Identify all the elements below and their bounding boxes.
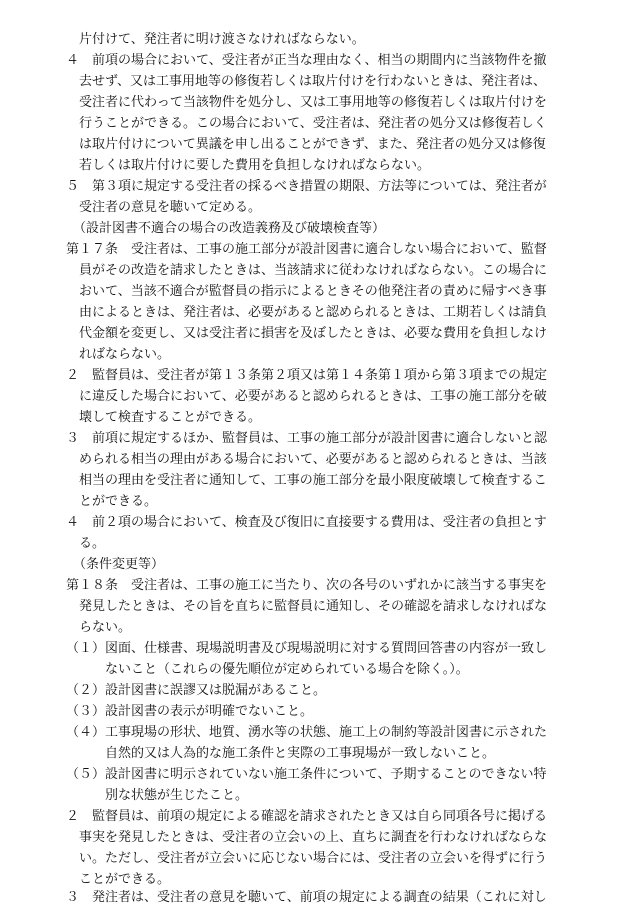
text-line: ４ 前項の場合において、受注者が正当な理由なく、相当の期間内に当該物件を撤 — [66, 53, 547, 68]
text-line: 由によるときは、発注者は、必要があると認められるときは、工期若しくは請負 — [79, 305, 548, 320]
list-item: （４）工事現場の形状、地質、湧水等の状態、施工上の制約等設計図書に示された — [66, 725, 548, 740]
text-line: 員がその改造を請求したときは、当該請求に従わなければならない。この場合に — [79, 263, 548, 278]
section-heading: （設計図書不適合の場合の改造義務及び破壊検査等） — [73, 221, 386, 236]
article-heading: 第１７条 受注者は、工事の施工部分が設計図書に適合しない場合において、監督 — [66, 242, 547, 257]
section-heading: （条件変更等） — [73, 557, 165, 572]
text-line: められる相当の理由がある場合において、必要があると認められるときは、当該 — [79, 452, 547, 467]
article-heading: 第１８条 受注者は、工事の施工に当たり、次の各号のいずれかに該当する事実を — [66, 578, 548, 593]
text-line: ５ 第３項に規定する受注者の採るべき措置の期限、方法等については、発注者が — [66, 179, 547, 194]
list-item: （２）設計図書に誤謬又は脱漏があること。 — [66, 683, 327, 698]
text-line: 別な状態が生じたこと。 — [105, 788, 249, 803]
text-line: 行うことができる。この場合において、受注者は、発注者の処分又は修復若しく — [79, 116, 547, 131]
text-line: 受注者の意見を聴いて定める。 — [79, 200, 262, 215]
text-line: 受注者に代わって当該物件を処分し、又は工事用地等の修復若しくは取片付けを — [79, 95, 547, 110]
text-line: 去せず、又は工事用地等の修復若しくは取片付けを行わないときは、発注者は、 — [79, 74, 546, 89]
text-line: とができる。 — [79, 494, 158, 509]
list-item: （１）図面、仕様書、現場説明書及び現場説明に対する質問回答書の内容が一致し — [66, 641, 548, 656]
text-line: 若しくは取片付けに要した費用を負担しなければならない。 — [79, 158, 431, 173]
text-line: に違反した場合において、必要があると認められるときは、工事の施工部分を破 — [79, 389, 547, 404]
text-line: 相当の理由を受注者に通知して、工事の施工部分を最小限度破壊して検査するこ — [79, 473, 547, 488]
text-line: 発見したときは、その旨を直ちに監督員に通知し、その確認を請求しなければな — [79, 599, 548, 614]
text-line: ればならない。 — [79, 347, 171, 362]
text-line: 代金額を変更し、又は受注者に損害を及ぼしたときは、必要な費用を負担しなけ — [79, 326, 548, 341]
list-item: （３）設計図書の表示が明確でないこと。 — [66, 704, 314, 719]
text-line: ４ 前２項の場合において、検査及び復旧に直接要する費用は、受注者の負担とす — [66, 515, 547, 530]
text-line: 事実を発見したときは、受注者の立会いの上、直ちに調査を行わなければならな — [79, 830, 548, 845]
text-line: 壊して検査することができる。 — [79, 410, 262, 425]
text-line: らない。 — [79, 620, 132, 635]
text-line: ２ 監督員は、受注者が第１３条第２項又は第１４条第１項から第３項までの規定 — [66, 368, 548, 383]
text-line: おいて、当該不適合が監督員の指示によるときその他発注者の責めに帰すべき事 — [79, 284, 547, 299]
list-item: （５）設計図書に明示されていない施工条件について、予期することのできない特 — [66, 767, 547, 782]
text-line: 自然的又は人為的な施工条件と実際の工事現場が一致しないこと。 — [105, 746, 496, 761]
text-line: い。ただし、受注者が立会いに応じない場合には、受注者の立会いを得ずに行う — [79, 851, 548, 866]
text-line: ないこと（これらの優先順位が定められている場合を除く。）。 — [105, 662, 469, 677]
text-line: 片付けて、発注者に明け渡さなければならない。 — [79, 32, 365, 47]
text-line: ３ 前項に規定するほか、監督員は、工事の施工部分が設計図書に適合しないと認 — [66, 431, 548, 446]
text-line: は取片付けについて異議を申し出ることができず、また、発注者の処分又は修復 — [79, 137, 546, 152]
text-line: ３ 発注者は、受注者の意見を聴いて、前項の規定による調査の結果（これに対し — [66, 890, 547, 905]
text-line: ２ 監督員は、前項の規定による確認を請求されたとき又は自ら同項各号に掲げる — [66, 809, 548, 824]
text-line: る。 — [79, 536, 106, 551]
text-line: ことができる。 — [79, 872, 171, 887]
